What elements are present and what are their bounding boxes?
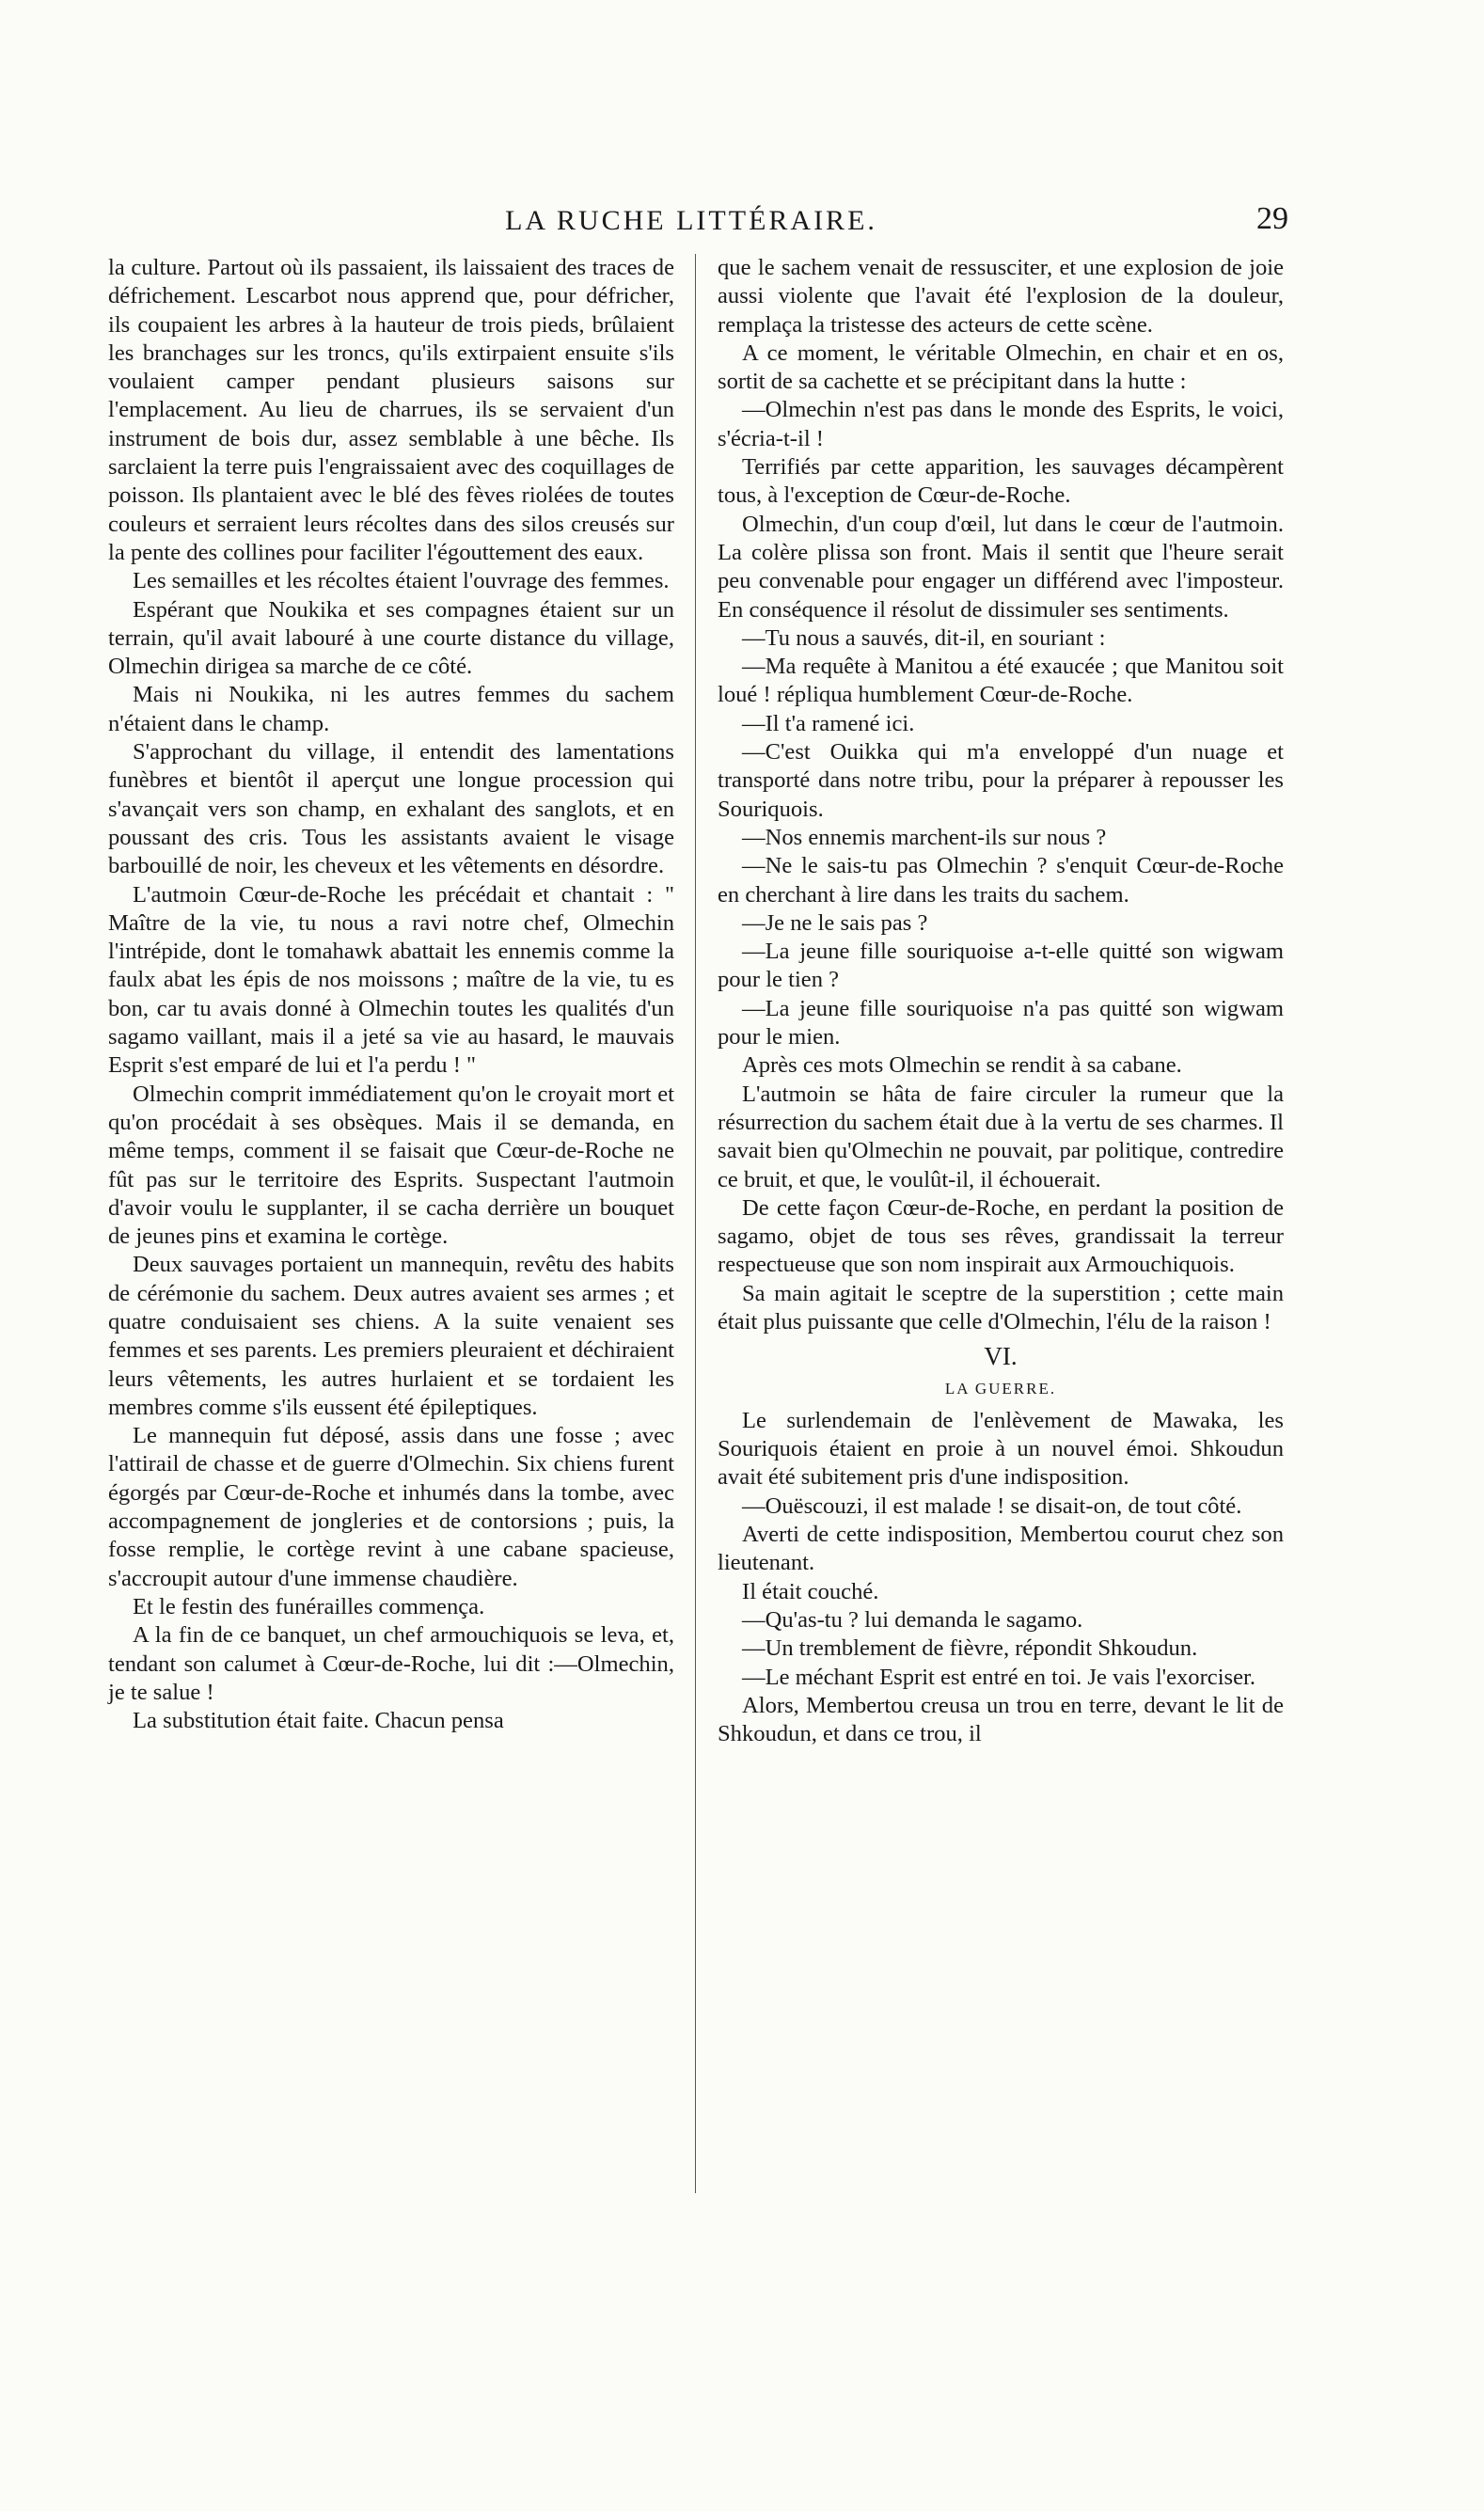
paragraph: Mais ni Noukika, ni les autres femmes du sachem n'étaient dans le champ. xyxy=(108,682,674,736)
paragraph: Et le festin des funérailles commença. xyxy=(133,1593,485,1619)
paragraph: —La jeune fille souriquoise a-t-elle quitté son wigwam pour le tien ? xyxy=(718,939,1284,993)
section-number: VI. xyxy=(984,1342,1018,1371)
page-header xyxy=(94,201,1288,243)
paragraph: De cette façon Cœur-de-Roche, en perdant la position de sagamo, objet de tous ses rêves, grandissait la terreur respectueuse que son nom inspirait aux Armouchiquois. xyxy=(718,1194,1284,1278)
column-divider xyxy=(695,254,696,2193)
paragraph: Le mannequin fut déposé, assis dans une fosse ; avec l'attirail de chasse et de guerre d'Olmechin. Six chiens furent égorgés par Cœur-de-Roche et inhumés dans la tombe, avec accompagnement de jongleries et de contorsions ; puis, la fosse remplie, le cortège revint à une cabane spacieuse, s'accroupit autour d'une immense chaudière. xyxy=(108,1423,674,1591)
paragraph: S'approchant du village, il entendit des lamentations funèbres et bientôt il aperçut une longue procession qui s'avançait vers son champ, en exhalant des sanglots, et en poussant des cris. Tous les assistants avaient le visage barbouillé de noir, les cheveux et les vêtements en désordre. xyxy=(108,739,674,879)
paragraph: Deux sauvages portaient un mannequin, revêtu des habits de cérémonie du sachem. Deux autres avaient ses armes ; et quatre conduisaient ses chiens. A la suite venaient ses femmes et ses parents. Les premiers pleuraient et déchiraient leurs vêtements, les autres hurlaient et se tordaient les membres comme s'ils eussent été épileptiques. xyxy=(108,1252,674,1420)
paragraph: —Nos ennemis marchent-ils sur nous ? xyxy=(742,824,1107,850)
paragraph: Le surlendemain de l'enlèvement de Mawaka, les Souriquois étaient en proie à un nouvel émoi. Shkoudun avait été subitement pris d'une indisposition. xyxy=(718,1407,1284,1491)
right-column xyxy=(718,254,1284,1748)
paragraph: —Il t'a ramené ici. xyxy=(742,710,915,736)
paragraph: —Ne le sais-tu pas Olmechin ? s'enquit Cœur-de-Roche en cherchant à lire dans les traits du sachem. xyxy=(718,853,1284,908)
paragraph: que le sachem venait de ressusciter, et une explosion de joie aussi violente que l'avait été l'explosion de la douleur, remplaça la tristesse des acteurs de cette scène. xyxy=(718,255,1284,338)
paragraph: Averti de cette indisposition, Membertou courut chez son lieutenant. xyxy=(718,1522,1284,1576)
paragraph: Après ces mots Olmechin se rendit à sa cabane. xyxy=(742,1052,1182,1079)
paragraph: —La jeune fille souriquoise n'a pas quitté son wigwam pour le mien. xyxy=(718,995,1284,1050)
left-column xyxy=(108,254,674,1735)
paragraph: A la fin de ce banquet, un chef armouchiquois se leva, et, tendant son calumet à Cœur-de-Roche, lui dit :—Olmechin, je te salue ! xyxy=(108,1622,674,1705)
paragraph: —Ma requête à Manitou a été exaucée ; que Manitou soit loué ! répliqua humblement Cœur-de-Roche. xyxy=(718,654,1284,708)
paragraph: Terrifiés par cette apparition, les sauvages décampèrent tous, à l'exception de Cœur-de-Roche. xyxy=(718,454,1284,509)
paragraph: Sa main agitait le sceptre de la superstition ; cette main était plus puissante que celle d'Olmechin, l'élu de la raison ! xyxy=(718,1280,1284,1334)
paragraph: —C'est Ouikka qui m'a enveloppé d'un nuage et transporté dans notre tribu, pour la préparer à repousser les Souriquois. xyxy=(718,739,1284,822)
paragraph: —Qu'as-tu ? lui demanda le sagamo. xyxy=(742,1606,1083,1633)
paragraph: —Tu nous a sauvés, dit-il, en souriant : xyxy=(742,624,1106,651)
paragraph: Alors, Membertou creusa un trou en terre, devant le lit de Shkoudun, et dans ce trou, il xyxy=(718,1692,1284,1747)
page-number: 29 xyxy=(1256,201,1288,236)
paragraph: —Je ne le sais pas ? xyxy=(742,909,928,936)
paragraph: L'autmoin Cœur-de-Roche les précédait et chantait : " Maître de la vie, tu nous a ravi notre chef, Olmechin l'intrépide, dont le tomahawk abattait les ennemis comme la faulx abat les épis de nos moissons ; maître de la vie, tu es bon, car tu avais donné à Olmechin toutes les qualités d'un sagamo vaillant, mais il a jeté sa vie au hasard, le mauvais Esprit s'est emparé de lui et l'a perdu ! " xyxy=(108,881,674,1079)
running-title: LA RUCHE LITTÉRAIRE. xyxy=(505,205,877,236)
section-title: LA GUERRE. xyxy=(944,1379,1057,1398)
paragraph: —Le méchant Esprit est entré en toi. Je vais l'exorciser. xyxy=(742,1664,1255,1690)
paragraph: Les semailles et les récoltes étaient l'ouvrage des femmes. xyxy=(133,568,670,594)
paragraph: la culture. Partout où ils passaient, ils laissaient des traces de défrichement. Lescarbot nous apprend que, pour défricher, ils coupaient les arbres à la hauteur de trois pieds, brûlaient les branchages sur les troncs, qu'ils extirpaient ensuite s'ils voulaient camper pendant plusieurs saisons sur l'emplacement. Au lieu de charrues, ils se servaient d'un instrument de bois dur, assez semblable à une bêche. Ils sarclaient la terre puis l'engraissaient avec des coquillages de poisson. Ils plantaient avec le blé des fèves riolées de toutes couleurs et serraient leurs récoltes dans des silos creusés sur la pente des collines pour faciliter l'égouttement des eaux. xyxy=(108,255,674,565)
paragraph: —Olmechin n'est pas dans le monde des Esprits, le voici, s'écria-t-il ! xyxy=(718,397,1284,451)
paragraph: Il était couché. xyxy=(742,1578,879,1604)
paragraph: —Un tremblement de fièvre, répondit Shkoudun. xyxy=(742,1635,1198,1662)
paragraph: L'autmoin se hâta de faire circuler la rumeur que la résurrection du sachem était due à la vertu de ses charmes. Il savait bien qu'Olmechin ne pouvait, par politique, contredire ce bruit, et que, le voulût-il, il échouerait. xyxy=(718,1081,1284,1192)
paragraph: Olmechin, d'un coup d'œil, lut dans le cœur de l'autmoin. La colère plissa son front. Mais il sentit que l'heure serait peu convenable pour engager un différend avec l'imposteur. En conséquence il résolut de dissimuler ses sentiments. xyxy=(718,511,1284,623)
paragraph: —Ouëscouzi, il est malade ! se disait-on, de tout côté. xyxy=(742,1492,1242,1519)
paragraph: La substitution était faite. Chacun pensa xyxy=(133,1708,504,1734)
paragraph: A ce moment, le véritable Olmechin, en chair et en os, sortit de sa cachette et se précipitant dans la hutte : xyxy=(718,340,1284,395)
paragraph: Olmechin comprit immédiatement qu'on le croyait mort et qu'on procédait à ses obsèques. Mais il se demanda, en même temps, comment il se faisait que Cœur-de-Roche ne fût pas sur le territoire des Esprits. Suspectant l'autmoin d'avoir voulu le supplanter, il se cacha derrière un bouquet de jeunes pins et examina le cortège. xyxy=(108,1081,674,1250)
paragraph: Espérant que Noukika et ses compagnes étaient sur un terrain, qu'il avait labouré à une courte distance du village, Olmechin dirigea sa marche de ce côté. xyxy=(108,596,674,680)
